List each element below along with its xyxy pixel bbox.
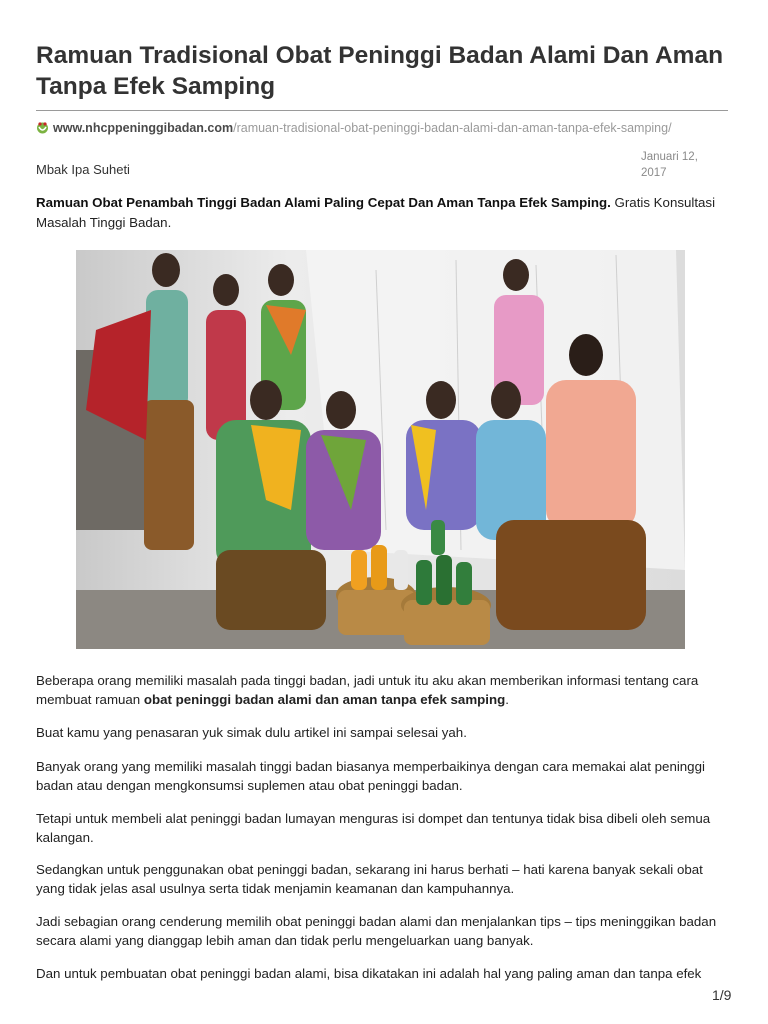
paragraph-7: Dan untuk pembuatan obat peninggi badan alami, bisa dikatakan ini adalah hal yang paling aman dan tanpa efek (36, 966, 702, 981)
url-path[interactable]: /ramuan-tradisional-obat-peninggi-badan-alami-dan-aman-tanpa-efek-samping/ (233, 121, 672, 135)
intro-bold-text: Ramuan Obat Penambah Tinggi Badan Alami Paling Cepat Dan Aman Tanpa Efek Samping. (36, 195, 611, 210)
paragraph-1 (36, 671, 728, 709)
url-domain[interactable]: www.nhcppeninggibadan.com (53, 121, 234, 135)
publish-date-line1: Januari 12, (641, 151, 698, 163)
page-number: 1/9 (712, 987, 732, 1003)
author-name: Mbak Ipa Suheti (36, 162, 130, 177)
publish-date-line2: 2017 (641, 167, 667, 179)
paragraph-2: Buat kamu yang penasaran yuk simak dulu artikel ini sampai selesai yah. (36, 725, 467, 740)
intro-paragraph (36, 193, 728, 233)
paragraph-1-end: . (505, 692, 509, 707)
title-divider (36, 110, 728, 111)
article-title: Ramuan Tradisional Obat Peninggi Badan Alami Dan Aman Tanpa Efek Samping (36, 42, 724, 100)
article-photo (76, 250, 685, 649)
paragraph-4: Tetapi untuk membeli alat peninggi badan lumayan menguras isi dompet dan tentunya tidak bisa dibeli oleh semua kalangan. (36, 811, 711, 845)
source-url[interactable] (36, 120, 736, 136)
paragraph-3: Banyak orang yang memiliki masalah tinggi badan biasanya memperbaikinya dengan cara memakai alat peninggi badan atau dengan mengkonsumsi suplemen atau obat peninggi badan. (36, 759, 705, 793)
paragraph-6: Jadi sebagian orang cenderung memilih obat peninggi badan alami dan menjalankan tips – tips meninggikan badan secara alami yang dianggap lebih aman dan tidak perlu mengeluarkan uang banyak. (36, 914, 717, 948)
publish-date (641, 149, 721, 181)
leaf-favicon-icon (36, 121, 49, 134)
paragraph-5: Sedangkan untuk penggunakan obat peninggi badan, sekarang ini harus berhati – hati karena banyak sekali obat yang tidak jelas asal usulnya serta tidak menjamin keamanan dan kampuhannya. (36, 862, 703, 896)
paragraph-1-text: Beberapa orang memiliki masalah pada tinggi badan, jadi untuk itu aku akan memberikan informasi tentang cara membuat ramuan (36, 673, 699, 707)
paragraph-1-bold: obat peninggi badan alami dan aman tanpa efek samping (143, 692, 506, 707)
intro-rest-text: Gratis Konsultasi Masalah Tinggi Badan. (36, 195, 716, 230)
